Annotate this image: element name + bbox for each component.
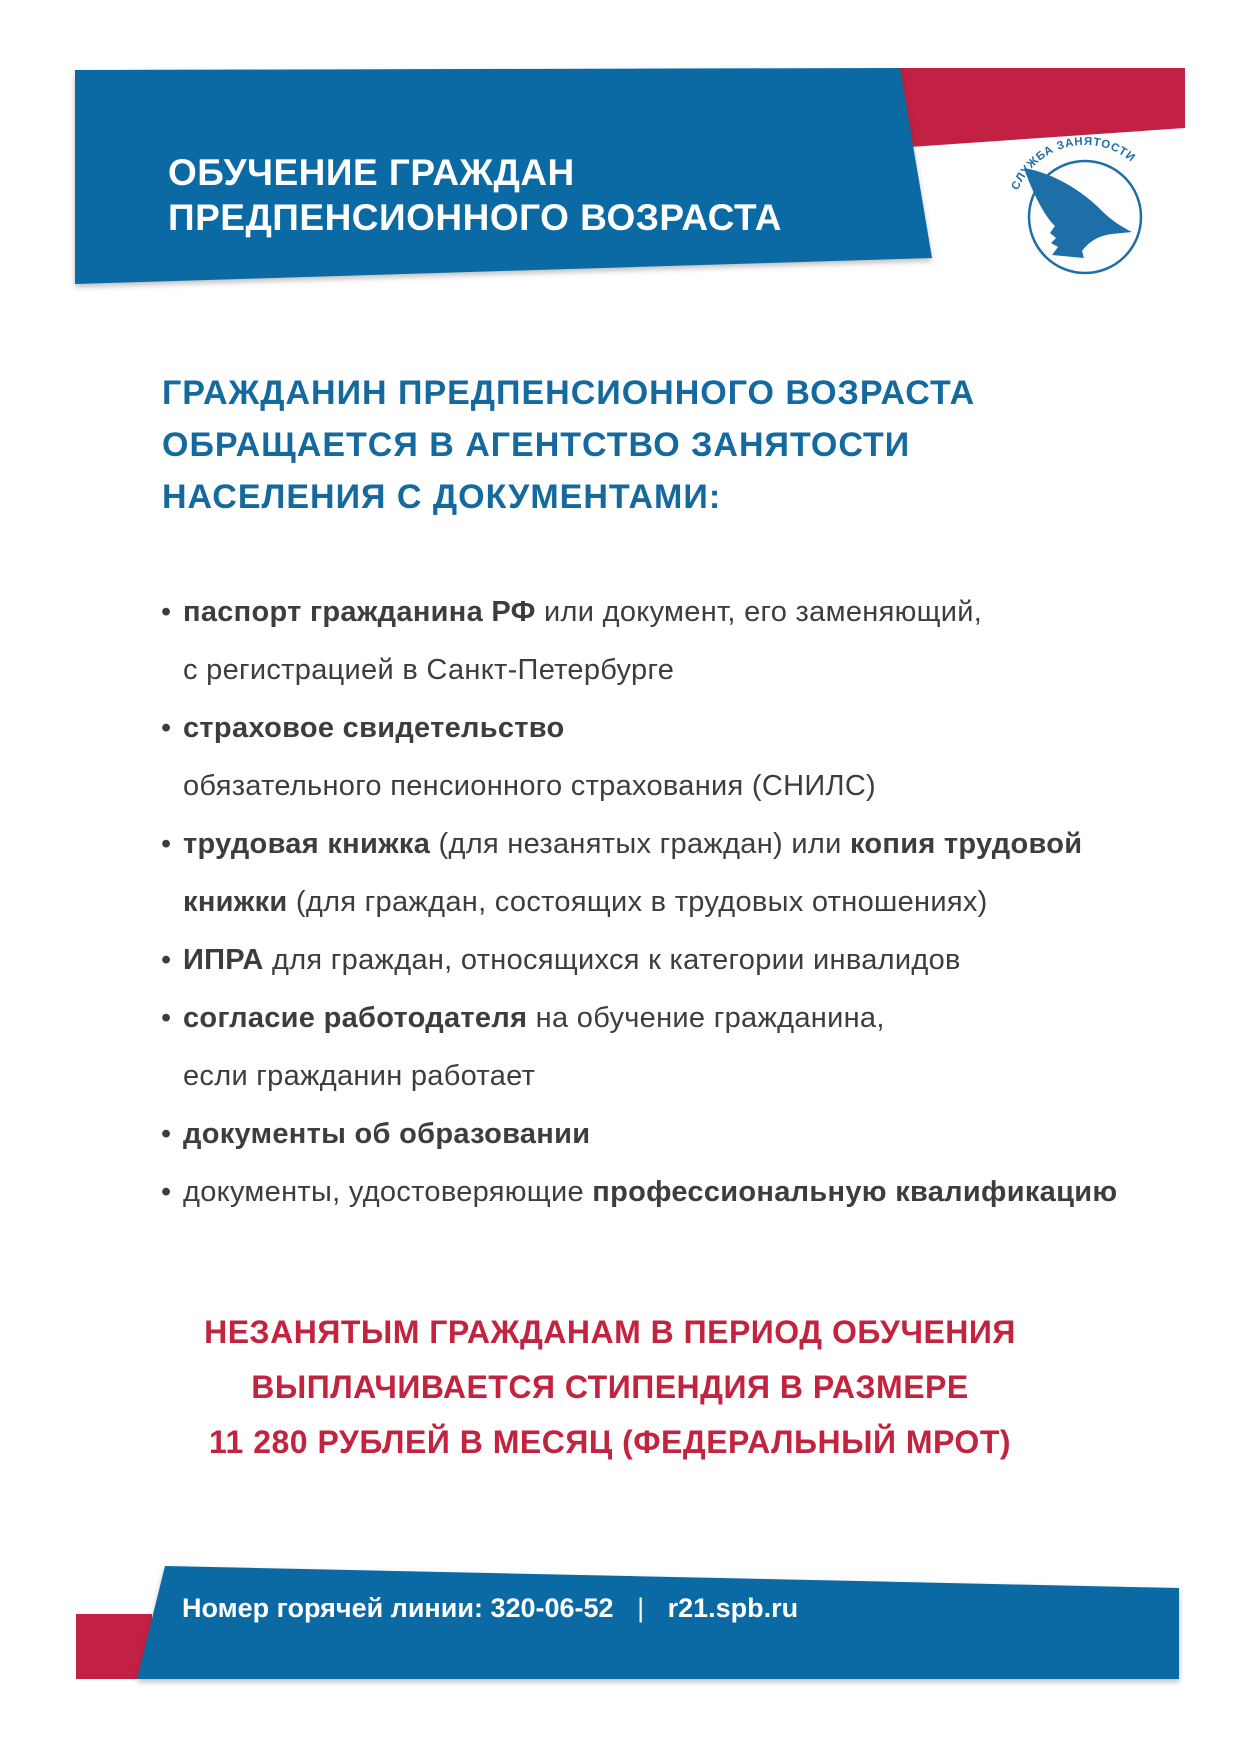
list-item-text: документы об образовании xyxy=(183,1118,591,1150)
list-item-text: согласие работодателя xyxy=(183,1002,528,1034)
stipend-line3: 11 280 РУБЛЕЙ В МЕСЯЦ (ФЕДЕРАЛЬНЫЙ МРОТ) xyxy=(208,1424,1012,1460)
list-item-education-docs xyxy=(161,1105,1161,1163)
stipend-line2: ВЫПЛАЧИВАЕТСЯ СТИПЕНДИЯ В РАЗМЕРЕ xyxy=(251,1369,969,1405)
documents-list xyxy=(161,583,1161,1221)
bullet-dot: • xyxy=(161,944,172,976)
list-item-text: книжки xyxy=(183,886,288,918)
list-item-text: на обучение гражданина, xyxy=(527,1002,885,1034)
list-item-snils-continuation xyxy=(161,757,1161,815)
employment-service-logo xyxy=(990,122,1180,312)
list-item-text: (для граждан, состоящих в трудовых отношениях) xyxy=(287,886,988,918)
list-item-workbook xyxy=(161,815,1161,873)
intro-heading-line3: НАСЕЛЕНИЯ С ДОКУМЕНТАМИ: xyxy=(162,478,722,516)
list-item-passport-continuation xyxy=(161,641,1161,699)
list-item-employer-consent xyxy=(161,989,1161,1047)
list-item-qualification-docs xyxy=(161,1163,1161,1221)
list-item-snils xyxy=(161,699,1161,757)
poster-title-line2: ПРЕДПЕНСИОННОГО ВОЗРАСТА xyxy=(168,197,782,238)
hotline-separator: | xyxy=(637,1593,645,1623)
poster-title xyxy=(168,150,782,240)
list-item-ipra xyxy=(161,931,1161,989)
stipend-line1: НЕЗАНЯТЫМ ГРАЖДАНАМ В ПЕРИОД ОБУЧЕНИЯ xyxy=(204,1314,1016,1350)
bullet-dot: • xyxy=(161,1002,172,1034)
logo-arc-text: СЛУЖБА ЗАНЯТОСТИ xyxy=(1009,135,1138,192)
list-item-passport xyxy=(161,583,1161,641)
hotline-info xyxy=(182,1589,798,1627)
list-item-text: ИПРА xyxy=(183,944,264,976)
list-item-text: профессиональную квалификацию xyxy=(592,1176,1118,1208)
list-item-text: паспорт гражданина РФ xyxy=(183,596,536,628)
intro-heading xyxy=(162,367,975,523)
list-item-text: документы, удостоверяющие xyxy=(183,1176,593,1208)
stipend-notice xyxy=(150,1305,1070,1470)
bullet-dot: • xyxy=(161,596,172,628)
poster-title-line1: ОБУЧЕНИЕ ГРАЖДАН xyxy=(168,152,575,193)
intro-heading-line2: ОБРАЩАЕТСЯ В АГЕНТСТВО ЗАНЯТОСТИ xyxy=(162,426,911,464)
list-item-text: страховое свидетельство xyxy=(183,712,565,744)
hotline-label: Номер горячей линии: xyxy=(182,1593,483,1623)
list-item-text: если гражданин работает xyxy=(183,1060,536,1092)
bullet-dot: • xyxy=(161,712,172,744)
bullet-dot: • xyxy=(161,1176,172,1208)
list-item-text: с регистрацией в Санкт-Петербурге xyxy=(183,654,675,686)
list-item-text: (для незанятых граждан) или xyxy=(430,828,850,860)
list-item-text: копия трудовой xyxy=(849,828,1083,860)
hotline-site: r21.spb.ru xyxy=(667,1593,799,1623)
list-item-employer-consent-continuation xyxy=(161,1047,1161,1105)
list-item-text: для граждан, относящихся к категории инвалидов xyxy=(263,944,961,976)
hotline-phone: 320-06-52 xyxy=(490,1593,614,1623)
list-item-text: или документ, его заменяющий, xyxy=(535,596,983,628)
list-item-workbook-continuation xyxy=(161,873,1161,931)
bullet-dot: • xyxy=(161,1118,172,1150)
list-item-text: трудовая книжка xyxy=(183,828,431,860)
intro-heading-line1: ГРАЖДАНИН ПРЕДПЕНСИОННОГО ВОЗРАСТА xyxy=(162,374,976,412)
bullet-dot: • xyxy=(161,828,172,860)
list-item-text: обязательного пенсионного страхования (СНИЛС) xyxy=(183,770,877,802)
